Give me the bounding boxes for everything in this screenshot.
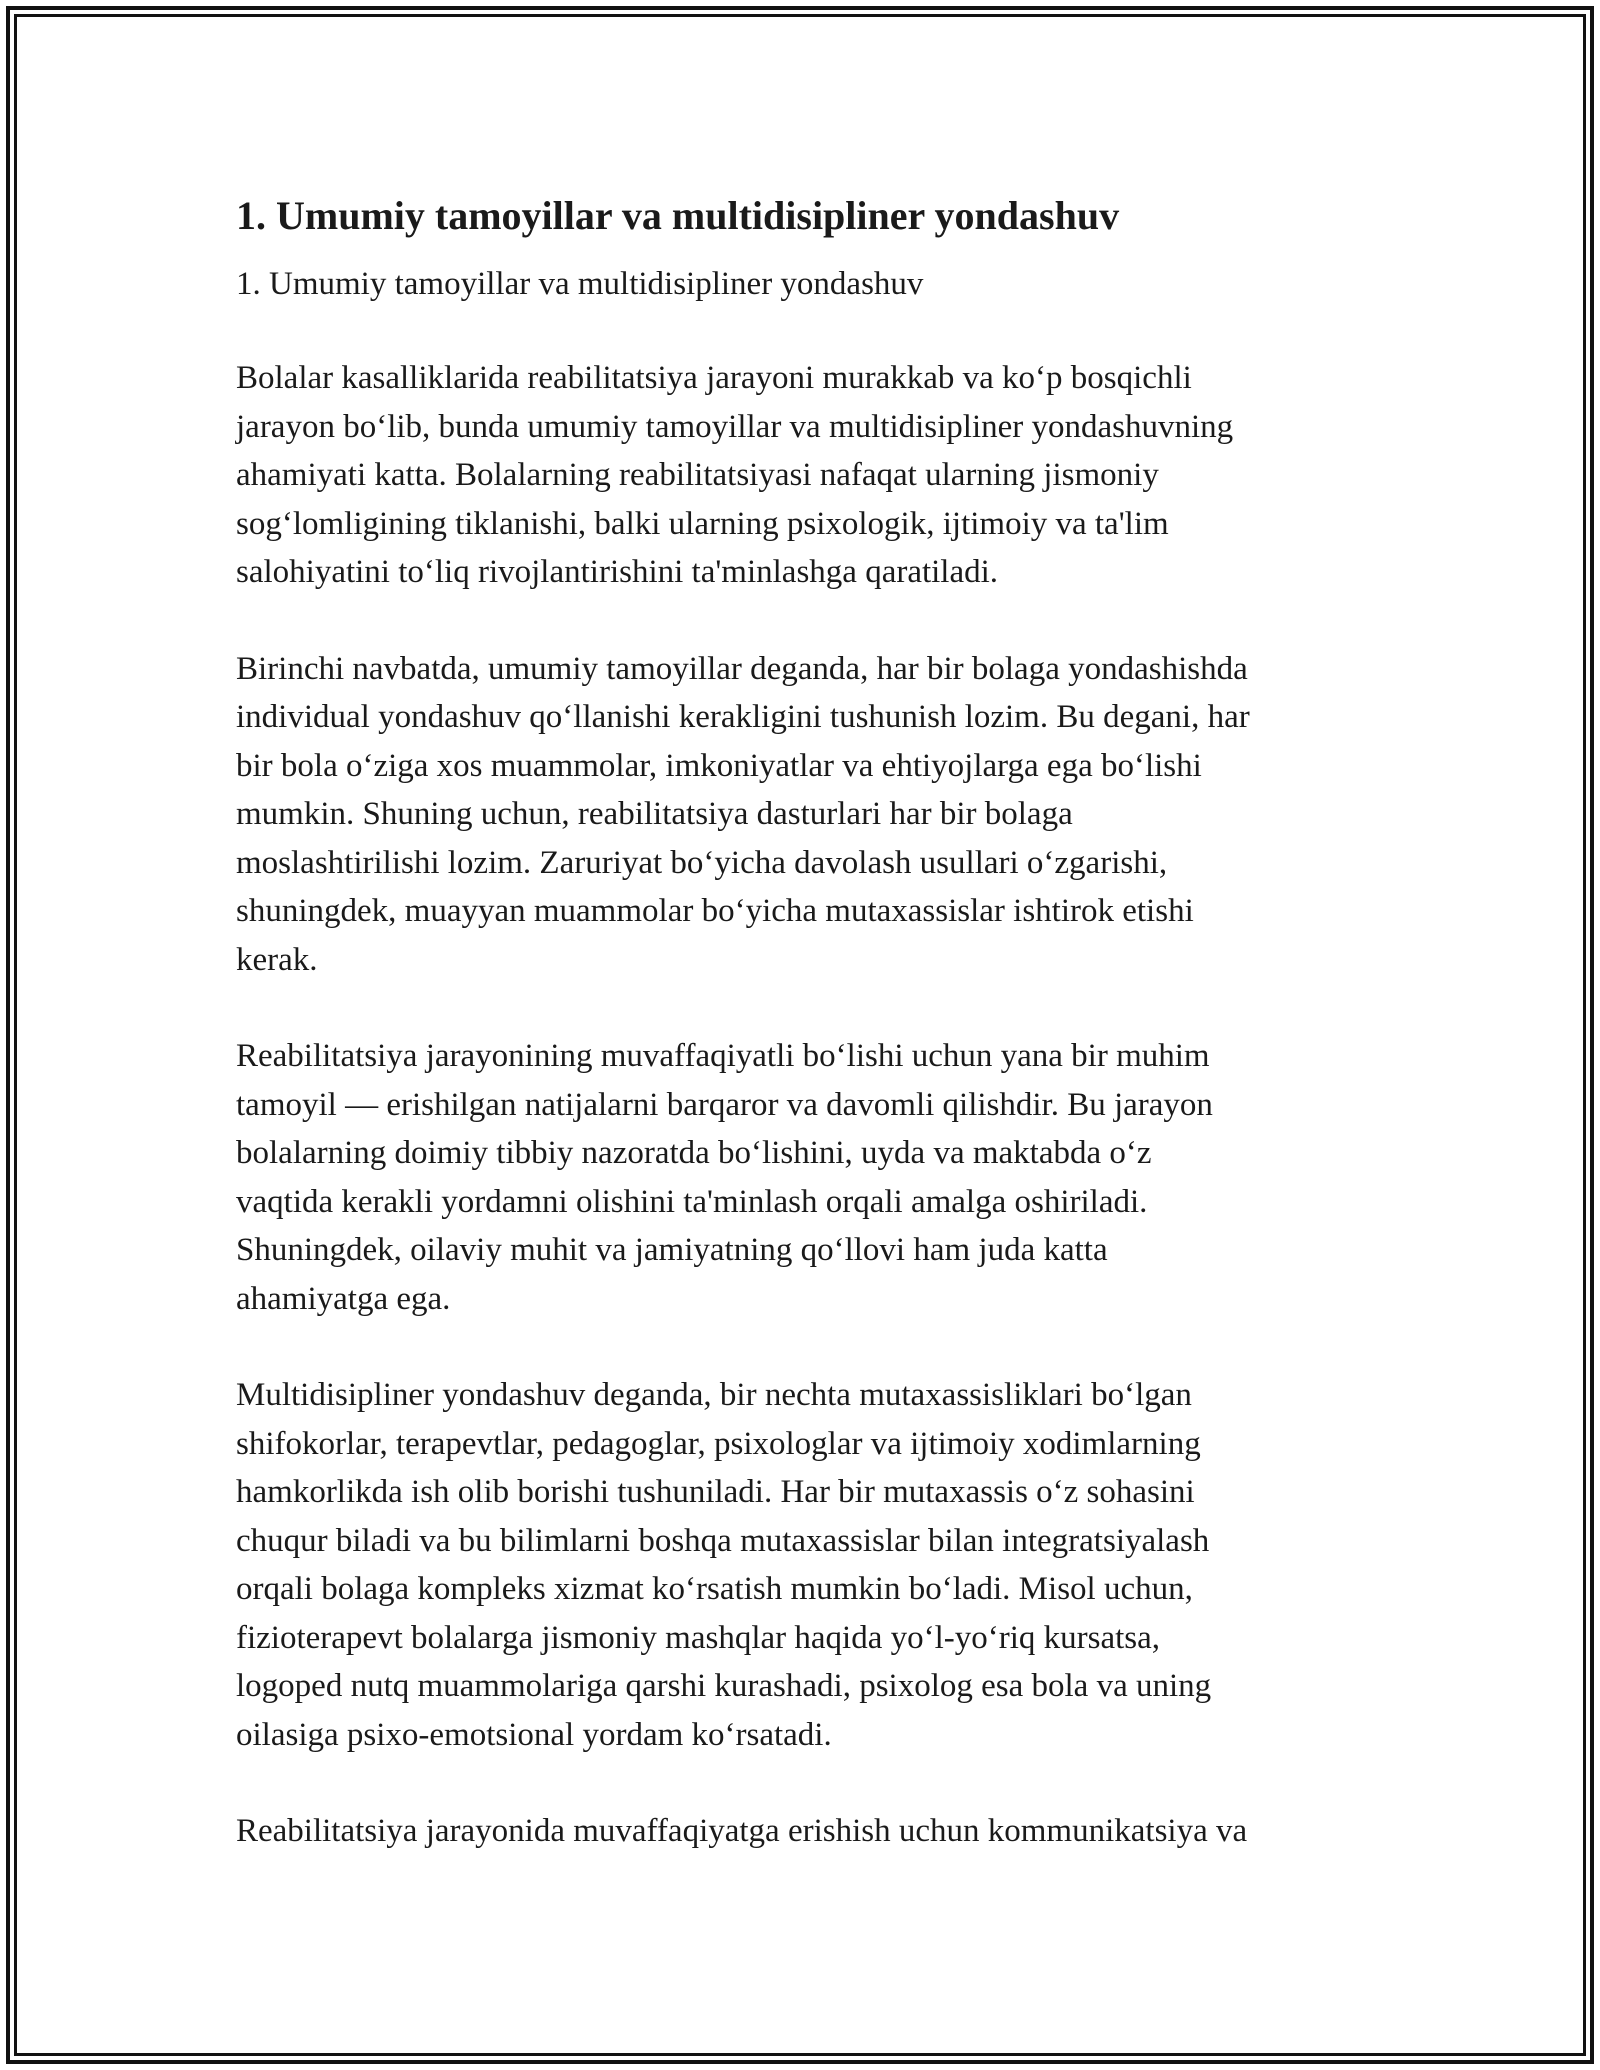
paragraph: Birinchi navbatda, umumiy tamoyillar deganda, har bir bolaga yondashishda individual yondashuv qo‘llanishi kerakligini tushunish lozim. Bu degani, har bir bola o‘ziga xos muammolar, imkoniyatlar va ehtiyojlarga ega bo‘lishi mumkin. Shuning uchun, reabilitatsiya dasturlari har bir bolaga moslashtirilishi lozim. Zaruriyat bo‘yicha davolash usullari o‘zgarishi, shuningdek, muayyan muammolar bo‘yicha mutaxassislar ishtirok etishi kerak. (236, 650, 1250, 978)
section-heading: 1. Umumiy tamoyillar va multidisipliner yondashuv (236, 193, 1120, 238)
paragraph: Multidisipliner yondashuv deganda, bir nechta mutaxassisliklari bo‘lgan shifokorlar, terapevtlar, pedagoglar, psixologlar va ijtimoiy xodimlarning hamkorlikda ish olib borishi tushuniladi. Har bir mutaxassis o‘z sohasini chuqur biladi va bu bilimlarni boshqa mutaxassislar bilan integratsiyalash orqali bolaga kompleks xizmat ko‘rsatish mumkin bo‘ladi. Misol uchun, fizioterapevt bolalarga jismoniy mashqlar haqida yo‘l-yo‘riq kursatsa, logoped nutq muammolariga qarshi kurashadi, psixolog esa bola va uning oilasiga psixo-emotsional yordam ko‘rsatadi. (236, 1377, 1212, 1753)
paragraph: Reabilitatsiya jarayonida muvaffaqiyatga erishish uchun kommunikatsiya va (236, 1813, 1248, 1849)
paragraph: Bolalar kasalliklarida reabilitatsiya jarayoni murakkab va ko‘p bosqichli jarayon bo‘lib, bunda umumiy tamoyillar va multidisipliner yondashuvning ahamiyati katta. Bolalarning reabilitatsiyasi nafaqat ularning jismoniy sog‘lomligining tiklanishi, balki ularning psixologik, ijtimoiy va ta'lim salohiyatini to‘liq rivojlantirishini ta'minlashga qaratiladi. (236, 360, 1234, 590)
section-subheading: 1. Umumiy tamoyillar va multidisipliner yondashuv (236, 266, 924, 302)
document-body (236, 188, 1376, 1856)
paragraph: Reabilitatsiya jarayonining muvaffaqiyatli bo‘lishi uchun yana bir muhim tamoyil — erishilgan natijalarni barqaror va davomli qilishdir. Bu jarayon bolalarning doimiy tibbiy nazoratda bo‘lishini, uyda va maktabda o‘z vaqtida kerakli yordamni olishini ta'minlash orqali amalga oshiriladi. Shuningdek, oilaviy muhit va jamiyatning qo‘llovi ham juda katta ahamiyatga ega. (236, 1038, 1213, 1317)
